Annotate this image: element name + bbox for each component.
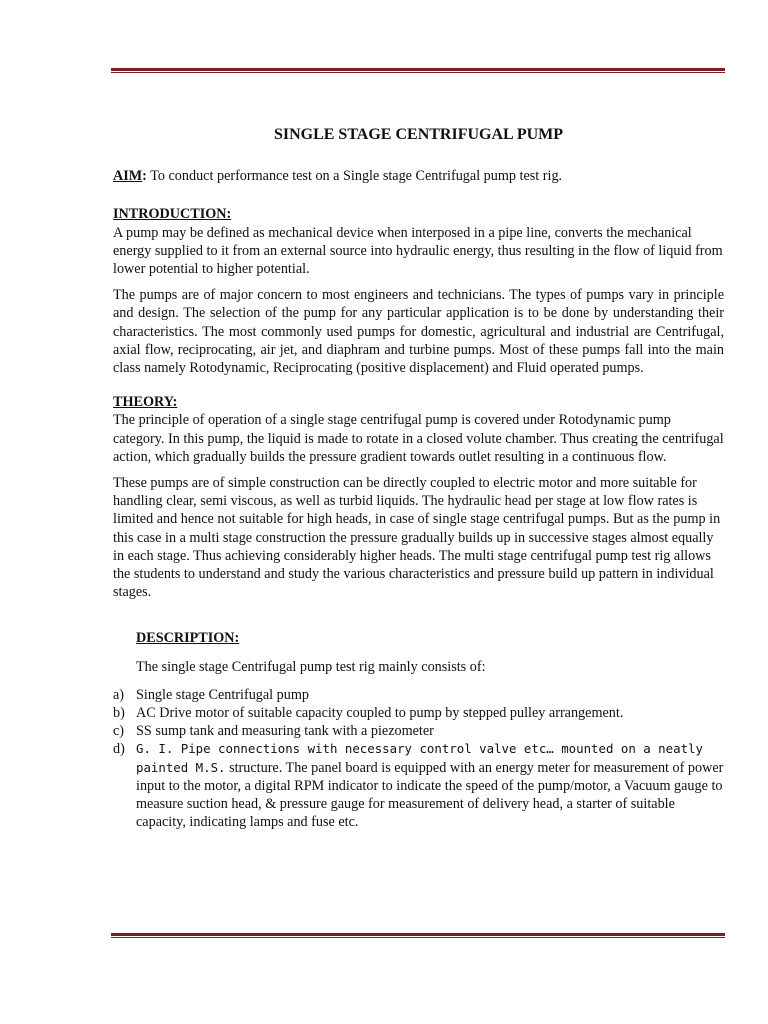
list-item (113, 740, 724, 831)
introduction-paragraph-2: The pumps are of major concern to most engineers and technicians. The types of pumps vary in principle and design. The selection of the pump for any particular application is to be done by understanding their characteristics. The most commonly used pumps for domestic, agricultural and industrial are Centrifugal, axial flow, reciprocating, air jet, and diaphram and turbine pumps. Most of these pumps fall into the main class namely Rotodynamic, Reciprocating (positive displacement) and Fluid operated pumps. (113, 287, 724, 377)
theory-heading: THEORY: (113, 394, 178, 411)
list-item-text-mono: G. I. Pipe connections with necessary control valve etc… mounted on a neatly painted M.S. (136, 741, 703, 775)
introduction-paragraph-1: A pump may be defined as mechanical device when interposed in a pipe line, converts the mechanical energy supplied to it from an external source into hydraulic energy, thus resulting in the flow of liquid from lower potential to higher potential. (113, 224, 723, 278)
list-marker: a) (113, 686, 125, 703)
list-marker: c) (113, 723, 125, 740)
document-body (113, 126, 724, 832)
aim-label: AIM (113, 168, 143, 185)
list-item-text: Single stage Centrifugal pump (136, 686, 309, 703)
list-item (113, 686, 724, 704)
description-section (136, 629, 724, 675)
list-item-text: structure. The panel board is equipped with an energy meter for measurement of power input to the motor, a digital RPM indicator to indicate the speed of the pump/motor, a Vacuum gauge to measure suction head, & pressure gauge for measurement of delivery head, a starter of suitable capacity, indicating lamps and fuse etc. (136, 759, 724, 831)
aim-paragraph: AIM: To conduct performance test on a Single stage Centrifugal pump test rig. (113, 168, 563, 185)
list-item (113, 722, 724, 740)
list-marker: d) (113, 741, 125, 758)
list-item-text: SS sump tank and measuring tank with a piezometer (136, 723, 434, 740)
list-item-text: AC Drive motor of suitable capacity coupled to pump by stepped pulley arrangement. (136, 705, 624, 722)
top-divider-rule (111, 68, 725, 73)
description-heading: DESCRIPTION: (136, 630, 240, 647)
list-marker: b) (113, 705, 125, 722)
bottom-divider-rule (111, 933, 725, 938)
theory-paragraph-2: These pumps are of simple construction can be directly coupled to electric motor and more suitable for handling clear, semi viscous, as well as turbid liquids. The hydraulic head per stage at low flow rates is limited and hence not suitable for high heads, in case of single stage centrifugal pumps. But as the pump in this case in a multi stage construction the pressure gradually builds up in successive stages almost equally in each stage. Thus achieving considerably higher heads. The multi stage centrifugal pump test rig allows the students to understand and study the various characteristics and pressure build up pattern in individual stages. (113, 475, 721, 601)
theory-paragraph-1: The principle of operation of a single stage centrifugal pump is covered under Rotodynamic pump category. In this pump, the liquid is made to rotate in a closed volute chamber. Thus creating the centrifugal action, which gradually builds the pressure gradient towards outlet resulting in a continuous flow. (113, 412, 724, 465)
list-item (113, 704, 724, 722)
description-intro: The single stage Centrifugal pump test rig mainly consists of: (136, 658, 486, 675)
component-list (113, 686, 724, 832)
introduction-heading: INTRODUCTION: (113, 206, 232, 223)
page-title: SINGLE STAGE CENTRIFUGAL PUMP (273, 126, 564, 143)
aim-text: To conduct performance test on a Single stage Centrifugal pump test rig. (146, 168, 563, 185)
